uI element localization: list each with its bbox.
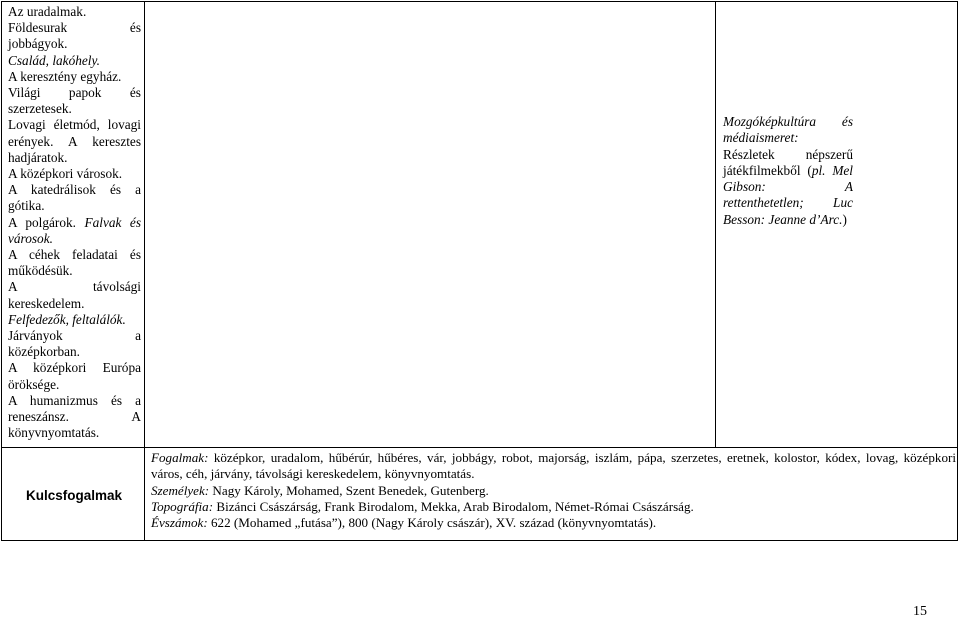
topic-text: A távolsági kereskedelem. <box>8 279 141 311</box>
topografia-line <box>151 499 956 515</box>
topografia-text: Bizánci Császárság, Frank Birodalom, Mekka, Arab Birodalom, Német-Római Császárság. <box>213 498 694 514</box>
empty-cell <box>144 1 716 448</box>
topic-item <box>8 182 141 214</box>
keywords-cell <box>144 447 958 541</box>
media-label: Mozgóképkultúra és médiaismeret: <box>723 114 853 146</box>
topic-text: Felfedezők, feltalálók. <box>8 311 126 327</box>
fogalmak-text: középkor, uradalom, hűbérúr, hűbéres, vár, jobbágy, robot, majorság, iszlám, pápa, szerzetes, eretnek, kolostor, kódex, lovag, középkori város, céh, járvány, távolsági kereskedelem, könyvnyomtatás. <box>151 450 956 482</box>
fogalmak-label: Fogalmak: <box>151 450 209 465</box>
topic-item <box>8 312 141 328</box>
topografia-label: Topográfia: <box>151 498 214 514</box>
szemelyek-label: Személyek: <box>151 482 210 498</box>
topic-text: A céhek feladatai és működésük. <box>8 247 141 279</box>
topics-cell <box>1 1 145 448</box>
media-pl: pl. <box>811 162 826 178</box>
topic-text: A középkori városok. <box>8 166 123 182</box>
szemelyek-line <box>151 483 956 499</box>
key-concepts-label: Kulcsfogalmak <box>25 487 123 503</box>
topic-text: A katedrálisok és a gótika. <box>8 182 141 214</box>
topic-item <box>8 393 141 442</box>
szemelyek-text: Nagy Károly, Mohamed, Szent Benedek, Gutenberg. <box>209 482 489 498</box>
evszamok-label: Évszámok: <box>151 515 208 531</box>
topic-item <box>8 215 141 247</box>
media-close: ) <box>842 211 847 227</box>
keywords-block <box>151 450 956 531</box>
topic-text: Család, lakóhely. <box>8 52 100 68</box>
topic-text: Járványok a középkorban. <box>8 328 141 360</box>
topic-text: A polgárok. <box>8 214 85 230</box>
topics-list <box>8 4 141 441</box>
topic-item <box>8 117 141 166</box>
curriculum-table <box>1 1 958 541</box>
topic-item <box>8 85 141 117</box>
media-cell <box>715 1 958 448</box>
key-label-cell <box>1 447 145 541</box>
media-text: Részletek népszerű játékfilmekből ( <box>723 146 853 178</box>
topic-item <box>8 20 141 52</box>
topic-text: Az uradalmak. <box>8 4 87 19</box>
evszamok-text: 622 (Mohamed „futása”), 800 (Nagy Károly császár), XV. század (könyvnyomtatás). <box>207 515 657 531</box>
topic-item <box>8 53 141 69</box>
topic-text: A keresztény egyház. <box>8 68 122 84</box>
topic-text: A középkori Európa öröksége. <box>8 360 141 392</box>
topic-item <box>8 279 141 311</box>
topic-item <box>8 69 141 85</box>
media-films: Mel Gibson: A rettenthetetlen; Luc Besson: Jeanne d’Arc. <box>723 162 853 227</box>
topic-text: A humanizmus és a reneszánsz. A könyvnyomtatás. <box>8 392 141 441</box>
evszamok-line <box>151 515 956 531</box>
page-number: 15 <box>913 604 927 619</box>
topic-text-tail: Falvak és városok. <box>8 214 141 246</box>
topic-item <box>8 4 141 20</box>
media-note <box>723 114 853 228</box>
topic-text: Lovagi életmód, lovagi erények. A keresztes hadjáratok. <box>8 117 141 165</box>
topic-item <box>8 166 141 182</box>
topic-text: Földesurak és jobbágyok. <box>8 20 141 52</box>
topic-item <box>8 360 141 392</box>
topic-item <box>8 328 141 360</box>
topic-text: Világi papok és szerzetesek. <box>8 85 141 117</box>
fogalmak-line <box>151 450 956 483</box>
topic-item <box>8 247 141 279</box>
